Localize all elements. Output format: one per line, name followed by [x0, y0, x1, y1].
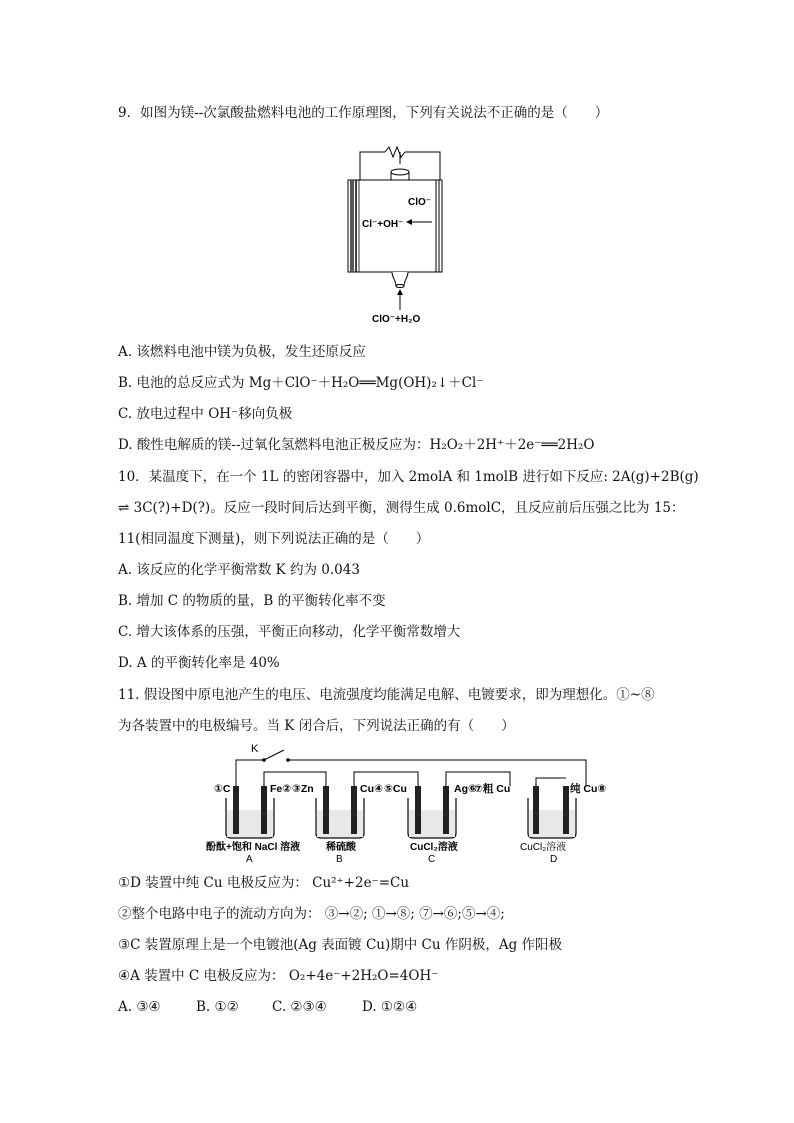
- label-clo: ClO⁻: [408, 197, 432, 208]
- switch-k-icon: [264, 750, 284, 760]
- electrode-6-label: Ag⑥: [454, 783, 477, 795]
- electrode-4-label: Cu④: [360, 783, 383, 795]
- solution-d-label: CuCl₂溶液: [520, 842, 567, 853]
- electrode-3-label: ③Zn: [292, 783, 314, 795]
- q11-statement-1: ①D 装置中纯 Cu 电极反应为： Cu²⁺+2e⁻=Cu: [118, 875, 410, 891]
- q11-statement-2: ②整个电路中电子的流动方向为： ③→②; ①→⑧; ⑦→⑥;⑤→④;: [118, 906, 505, 922]
- q11-stem-line2: 为各装置中的电极编号。当 K 闭合后，下列说法正确的有（ ）: [118, 718, 515, 734]
- beaker-c: [408, 786, 456, 838]
- electrode-5-label: ⑤Cu: [384, 783, 407, 795]
- q10-option-a: A. 该反应的化学平衡常数 K 约为 0.043: [118, 562, 360, 578]
- mg-fuel-cell-diagram: [340, 140, 450, 330]
- solution-c-label: CuCl₂溶液: [410, 842, 458, 853]
- q9-option-b: B. 电池的总反应式为 Mg＋ClO⁻＋H₂O══Mg(OH)₂↓＋Cl⁻: [118, 375, 484, 391]
- electrode-2-label: Fe②: [270, 783, 292, 795]
- resistor-icon: [385, 147, 405, 157]
- q9-option-c: C. 放电过程中 OH⁻移向负极: [118, 406, 293, 422]
- q11-option-b: B. ①②: [196, 999, 239, 1015]
- q9-option-d: D. 酸性电解质的镁--过氧化氢燃料电池正极反应为：H₂O₂＋2H⁺＋2e⁻══2H₂O: [118, 437, 595, 453]
- electrochemical-circuit-diagram: [206, 738, 616, 868]
- q10-stem-line3: 11(相同温度下测量)，则下列说法正确的是（ ）: [118, 531, 430, 547]
- q10-option-b: B. 增加 C 的物质的量，B 的平衡转化率不变: [118, 593, 386, 609]
- electrode-1-label: ①C: [214, 783, 231, 795]
- q9-stem: 9．如图为镁--次氯酸盐燃料电池的工作原理图，下列有关说法不正确的是（ ）: [118, 105, 609, 121]
- q10-option-c: C. 增大该体系的压强，平衡正向移动，化学平衡常数增大: [118, 624, 461, 640]
- beaker-d: [528, 786, 576, 838]
- q10-stem-line1: 10．某温度下，在一个 1L 的密闭容器中，加入 2molA 和 1molB 进行如下反应: 2A(g)+2B(g): [118, 469, 699, 485]
- solution-b-label: 稀硫酸: [326, 842, 356, 853]
- q9-option-a: A. 该燃料电池中镁为负极，发生还原反应: [118, 344, 366, 360]
- letter-c: C: [428, 854, 436, 865]
- q10-stem-line2: ⇌ 3C(?)+D(?)。反应一段时间后达到平衡，测得生成 0.6molC，且反应前后压强之比为 15：: [118, 500, 685, 516]
- q11-statement-4: ④A 装置中 C 电极反应为： O₂+4e⁻+2H₂O=4OH⁻: [118, 968, 439, 984]
- solution-a-label: 酚酞+饱和 NaCl 溶液: [206, 842, 301, 853]
- q11-stem-line1: 11. 假设图中原电池产生的电压、电流强度均能满足电解、电镀要求，即为理想化。①~⑧: [118, 687, 655, 703]
- q10-option-d: D. A 的平衡转化率是 40%: [118, 655, 280, 671]
- letter-d: D: [550, 854, 558, 865]
- q11-option-a: A. ③④: [118, 999, 161, 1015]
- label-cl-oh: Cl⁻+OH⁻: [362, 219, 404, 230]
- q11-statement-3: ③C 装置原理上是一个电镀池(Ag 表面镀 Cu)期中 Cu 作阴极，Ag 作阳极: [118, 937, 563, 953]
- q11-option-c: C. ②③④: [272, 999, 327, 1015]
- beaker-b: [316, 786, 364, 838]
- beaker-a: [226, 786, 274, 838]
- label-clo-h2o: ClO⁻+H₂O: [372, 314, 421, 325]
- letter-a: A: [246, 854, 253, 865]
- electrode-7-label: ⑦粗 Cu: [474, 783, 511, 795]
- letter-b: B: [336, 854, 343, 865]
- electrode-8-label: 纯 Cu⑧: [570, 783, 607, 795]
- switch-label: K: [251, 743, 259, 755]
- q11-option-d: D. ①②④: [362, 999, 418, 1015]
